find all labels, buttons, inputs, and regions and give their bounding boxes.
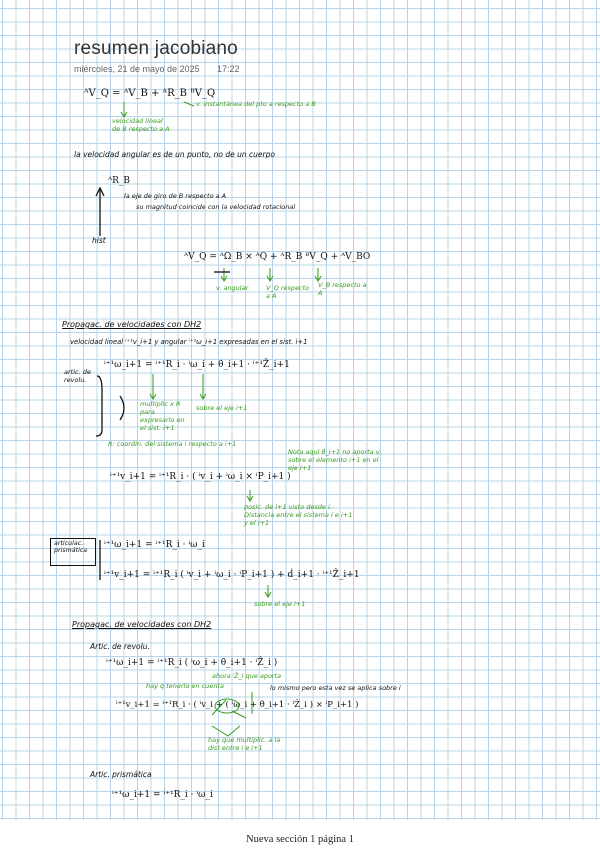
equation-angular-revolute-dh2: ⁱ⁺¹ω_i+1 = ⁱ⁺¹R_i ( ⁱω_i + θ̇_i+1 · ⁱẐ_i ) <box>106 658 278 668</box>
note-date: miércoles, 21 de mayo de 2025 <box>74 64 200 74</box>
note-take-into-account: hay q tenerlo en cuenta <box>146 682 224 690</box>
label-hist: hist <box>92 236 106 245</box>
label-revolute-joint: artic. de revolu. <box>64 368 91 384</box>
label-prismatic-joint: articulac. prismática <box>54 540 88 554</box>
section1-description: velocidad lineal ⁱ⁺¹v_i+1 y angular ⁱ⁺¹ω_i+1 expresadas en el sist. i+1 <box>70 338 308 346</box>
note-zi-contributes: ahora ⁱẐ_i que aporta <box>212 672 282 680</box>
label-rotation-ab: ᴬR_B <box>108 176 130 186</box>
note-r-coordinates: R: coordin. del sistema i respecto a i+1 <box>108 440 237 448</box>
section2-heading: Propagac. de velocidades con DH2 <box>72 620 212 629</box>
equation-linear-revolute: ⁱ⁺¹v_i+1 = ⁱ⁺¹R_i · ( ⁱv_i + ⁱω_i × ⁱP_i+1 ) <box>110 472 291 482</box>
equation-angular-prismatic: ⁱ⁺¹ω_i+1 = ⁱ⁺¹R_i · ⁱω_i <box>104 540 205 550</box>
equation-velocity-general: ᴬV_Q = ᴬΩ_B × ᴬQ + ᴬR_B ᴮV_Q + ᴬV_BO <box>184 252 371 262</box>
equation-linear-prismatic: ⁱ⁺¹v_i+1 = ⁱ⁺¹R_i ( ⁱv_i + ⁱω_i · ⁱP_i+1 ) + ḋ_i+1 · ⁱ⁺¹Ẑ_i+1 <box>104 570 360 580</box>
note-multiply-distance: hay que multiplic. a la dist entre i e i+1 <box>208 736 281 753</box>
page-footer: Nueva sección 1 página 1 <box>246 834 354 845</box>
section2-prismatic-heading: Artic. prismática <box>90 770 152 779</box>
equation-linear-revolute-dh2: ⁱ⁺¹v_i+1 = ⁱ⁺¹R_i · ( ⁱv_i + ( ⁱω_i + θ̇_i+1 · ⁱẐ_i ) × ⁱP_i+1 ) <box>116 700 359 710</box>
note-axis-i1-prismatic: sobre el eje i+1 <box>254 600 306 608</box>
note-rotation-magnitude: su magnitud coincide con la velocidad rotacional <box>136 203 296 211</box>
equation-velocity-point: ᴬV_Q = ᴬV_B + ᴬR_B ᴮV_Q <box>84 88 216 99</box>
note-multiply-r: multiplic x R para expresarlo en el sist. i+1 <box>140 400 185 433</box>
statement-angular-velocity: la velocidad angular es de un punto, no de un cuerpo <box>74 150 275 159</box>
note-applied-on-i: lo mismo pero esta vez se aplica sobre i <box>270 684 401 692</box>
note-vb-respect-a: V_B respecto a A <box>318 281 367 298</box>
note-angular-velocity: v. angular <box>216 284 249 292</box>
note-axis-i1: sobre el eje i+1 <box>196 404 248 412</box>
note-theta-contribution: Nota aquí θ̇_i+1 no aporta v. sobre el elemento i+1 en el eje i+1 <box>288 448 382 473</box>
section1-heading: Propagac. de velocidades con DH2 <box>62 320 202 329</box>
page-title: resumen jacobiano <box>74 38 238 59</box>
note-time: 17:22 <box>217 64 240 74</box>
equation-angular-revolute: ⁱ⁺¹ω_i+1 = ⁱ⁺¹R_i · ⁱω_i + θ̇_i+1 · ⁱ⁺¹Ẑ_i+1 <box>104 360 290 370</box>
note-linear-velocity-b: velocidad lineal de B respecto a A <box>112 117 170 134</box>
note-instant-velocity: v. instantánea del pto a respecto a B <box>196 100 316 108</box>
equation-angular-prismatic-dh2: ⁱ⁺¹ω_i+1 = ⁱ⁺¹R_i · ⁱω_i <box>112 790 213 800</box>
note-vq-respect-a: V_Q respecto a A <box>266 284 310 301</box>
note-position-i1: posic. de i+1 visto desde i. Distancia entre el sistema i e i+1 y el i+1 <box>244 503 353 528</box>
section2-revolute-heading: Artic. de revolu. <box>90 642 150 651</box>
note-rotation-axis: la eje de giro de B respecto a A <box>124 192 227 200</box>
